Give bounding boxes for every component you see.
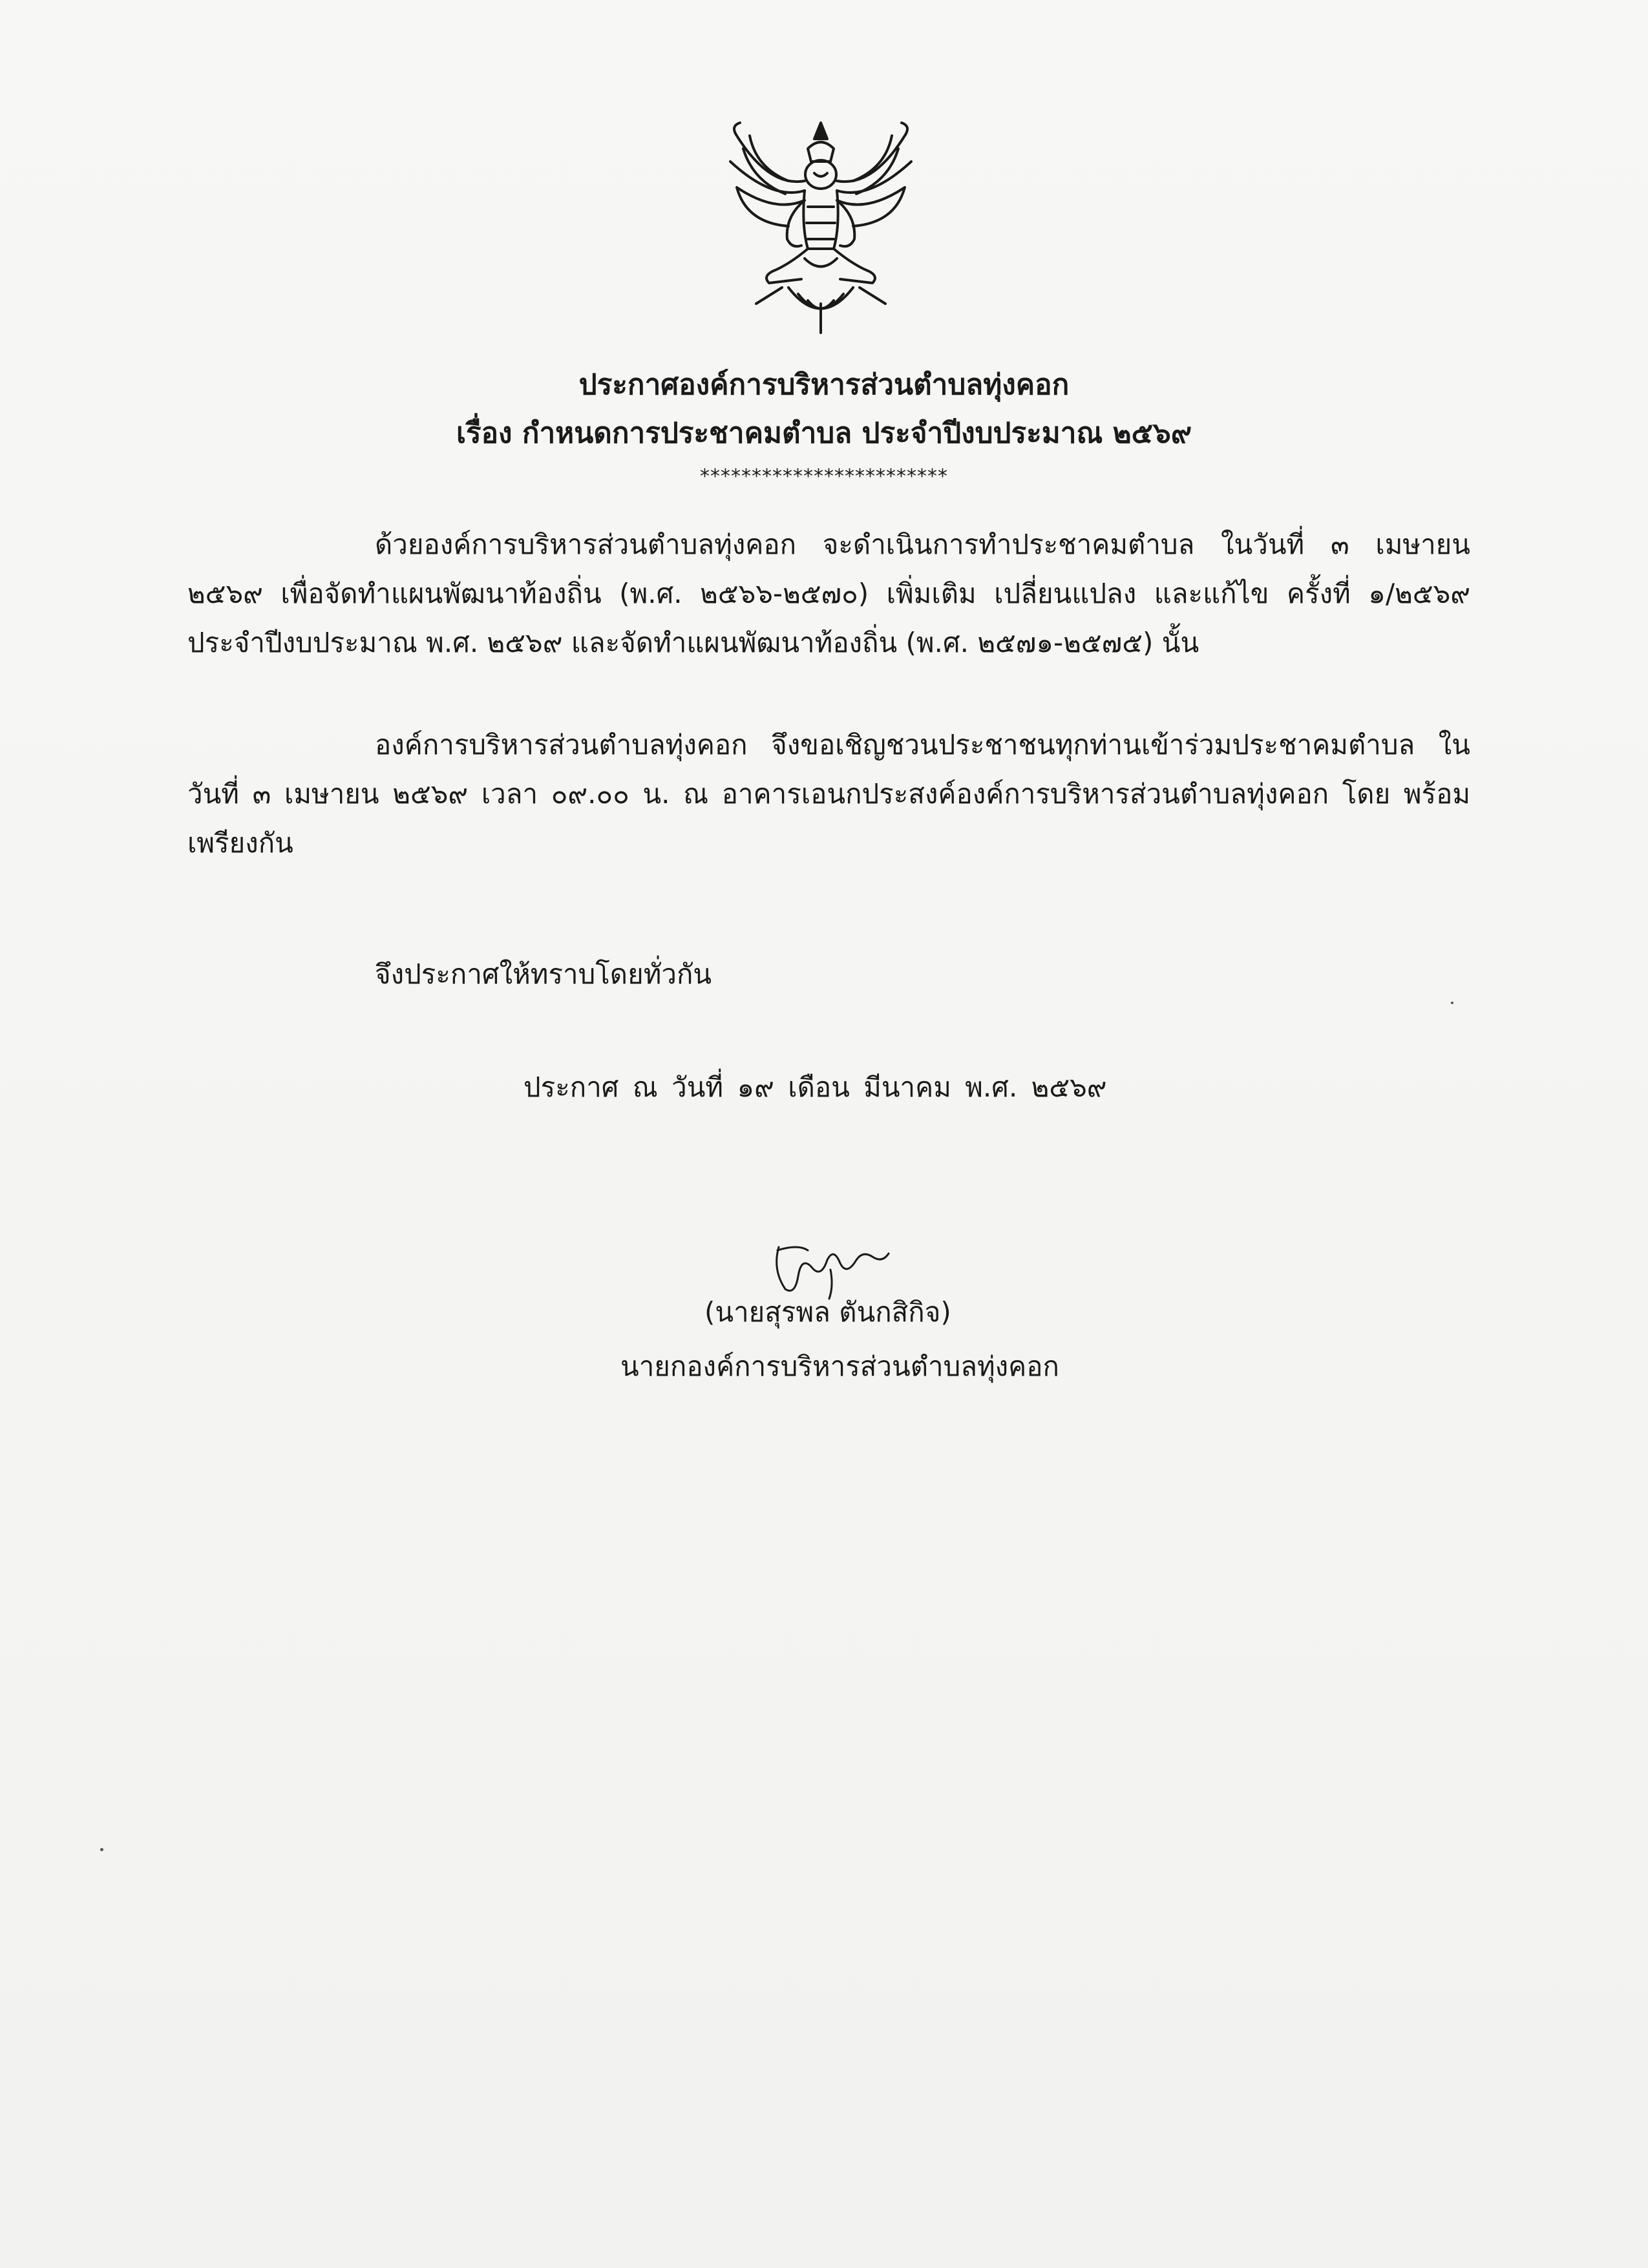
garuda-emblem-icon [711,110,931,342]
body-paragraph-2: องค์การบริหารส่วนตำบลทุ่งคอก จึงขอเชิญชวนประชาชนทุกท่านเข้าร่วมประชาคมตำบล ใน วันที่ ๓ เมษายน ๒๕๖๙ เวลา ๐๙.๐๐ น. ณ อาคารเอนกประสงค์องค์การบริหารส่วนตำบลทุ่งคอก โดย พร้อมเพรียงกัน [187,729,1471,859]
body-paragraph-1: ด้วยองค์การบริหารส่วนตำบลทุ่งคอก จะดำเนินการทำประชาคมตำบล ในวันที่ ๓ เมษายน ๒๕๖๙ เพื่อจัดทำแผนพัฒนาท้องถิ่น (พ.ศ. ๒๕๖๖-๒๕๗๐) เพิ่มเติม เปลี่ยนแปลง และแก้ไข ครั้งที่ ๑/๒๕๖๙ ประจำปีงบประมาณ พ.ศ. ๒๕๖๙ และจัดทำแผนพัฒนาท้องถิ่น (พ.ศ. ๒๕๗๑-๒๕๗๕) นั้น [187,529,1470,658]
scan-speck [100,1848,103,1851]
signer-name: (นายสุรพล ตันกสิกิจ) [704,1296,951,1328]
announcement-subject: เรื่อง กำหนดการประชาคมตำบล ประจำปีงบประมาณ ๒๕๖๙ [456,417,1192,450]
title-separator: ************************ [700,465,948,488]
signer-position: นายกองค์การบริหารส่วนตำบลทุ่งคอก [620,1350,1059,1382]
closing-statement: จึงประกาศให้ทราบโดยทั่วกัน [375,958,712,990]
announcement-date: ประกาศ ณ วันที่ ๑๙ เดือน มีนาคม พ.ศ. ๒๕๖๙ [523,1071,1107,1103]
scan-speck [1451,1002,1453,1004]
announcement-title: ประกาศองค์การบริหารส่วนตำบลทุ่งคอก [578,368,1070,401]
